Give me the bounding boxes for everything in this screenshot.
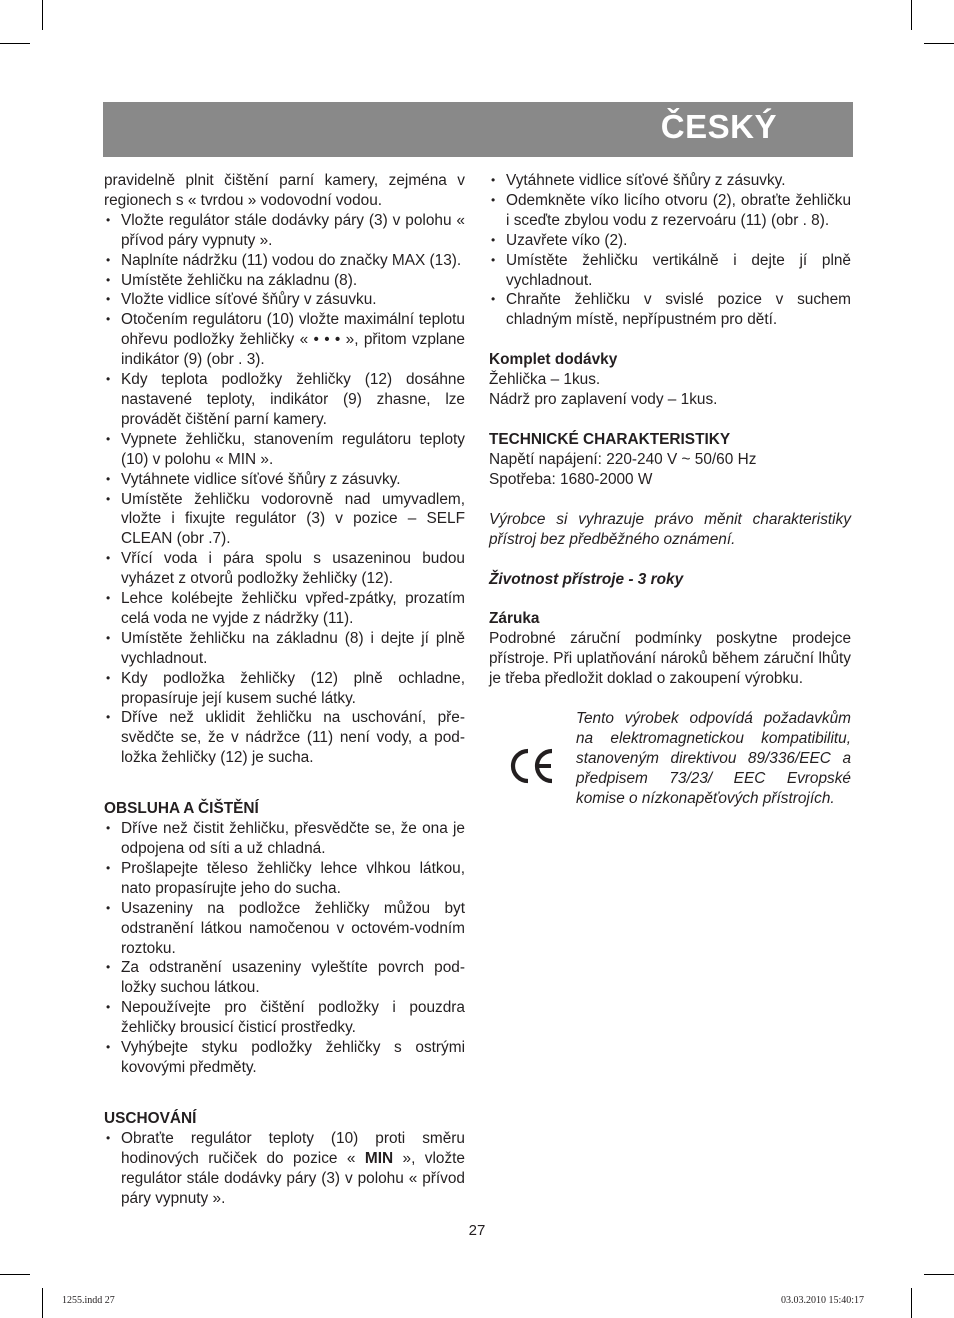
list-item: • Usazeniny na podložce žehličky můžou byt odstranění látkou namočenou v octovém-vodním roztoku.	[104, 899, 465, 959]
ce-block	[489, 709, 851, 829]
tech-spec: Spotřeba: 1680-2000 W	[489, 470, 653, 488]
crop-mark	[0, 1274, 30, 1275]
list-item: • Uzavřete víko (2).	[489, 231, 851, 251]
maintenance-heading: OBSLUHA A ČIŠTĚNÍ	[104, 800, 259, 818]
list-item: • Vyhýbejte styku podložky žehličky s ostrými kovovými předměty.	[104, 1038, 465, 1078]
list-item: • Umístěte žehličku vertikálně i dejte jí plně vychladnout.	[489, 251, 851, 291]
tech-heading: TECHNICKÉ CHARAKTERISTIKY	[489, 430, 731, 448]
list-item: • Vložte vidlice síťové šňůry v zásuvku.	[104, 290, 465, 310]
crop-mark	[911, 0, 912, 30]
list-item: • Otočením regulátoru (10) vložte maximální teplotu ohřevu podložky žehličky « • • • », přitom vzplane indikátor (9) (obr . 3).	[104, 310, 465, 370]
intro-paragraph: pravidelně plnit čištění parní kamery, zejména v regionech s « tvrdou » vodovodní vodou.	[104, 172, 465, 209]
storage-text-bold: MIN	[364, 1149, 394, 1167]
print-slug-file: 1255.indd 27	[62, 1295, 115, 1306]
kit-heading: Komplet dodávky	[489, 351, 618, 369]
left-column	[104, 171, 465, 1208]
steps-list	[104, 211, 465, 768]
tech-spec: Napětí napájení: 220-240 V ~ 50/60 Hz	[489, 450, 757, 468]
list-item: • Za odstranění usazeniny vyleštíte povrch podložky suchou látkou.	[104, 958, 465, 998]
list-item: • Umístěte žehličku na základnu (8).	[104, 271, 465, 291]
list-item: • Odemkněte víko licího otvoru (2), obraťte žehličku i sceďte zbylou vodu z rezervoáru (11) (obr . 8).	[489, 191, 851, 231]
list-item: • Lehce kolébejte žehličku vpřed-zpátky, prozatím celá voda ne vyjde z nádržky (11).	[104, 589, 465, 629]
list-item: • Umístěte žehličku vodorovně nad umyvadlem, vložte i fixujte regulátor (3) v pozice – SELF CLEAN (obr .7).	[104, 490, 465, 550]
language-header-bar	[103, 102, 853, 157]
list-item: • Dříve než čistit žehličku, přesvědčte se, že ona je odpojena od síti a už chladná.	[104, 819, 465, 859]
list-item: • Nepoužívejte pro čištění podložky i pouzdra žehličky brousicí čisticí prostředky.	[104, 998, 465, 1038]
page-number: 27	[468, 1222, 486, 1239]
ce-compliance-text: Tento výrobek odpovídá požadavkům na elektromagnetickou kompatibilitu, stanoveným direktivou 89/336/EEC a předpisem 73/23/ EEC Evropské komise o nízkonapěťových přístrojích.	[576, 710, 851, 807]
list-item: • Prošlapejte těleso žehličky lehce vlhkou látkou, nato propasírujte jeho do sucha.	[104, 859, 465, 899]
storage-list-continued	[489, 171, 851, 330]
list-item: • Vytáhnete vidlice síťové šňůry z zásuvky.	[104, 470, 465, 490]
page-title: ČESKÝ	[660, 108, 777, 145]
list-item: • Umístěte žehličku na základnu (8) i dejte jí plně vychladnout.	[104, 629, 465, 669]
crop-mark	[0, 43, 30, 44]
list-item: • Kdy teplota podložky žehličky (12) dosáhne nastavené teploty, indikátor (9) zhasne, lze provádět čištění parní kamery.	[104, 370, 465, 430]
kit-item: Žehlička – 1kus.	[489, 371, 601, 389]
storage-text-before: Obraťte regulátor teploty (10) proti směru hodinových ručiček do pozice «	[121, 1129, 465, 1167]
warranty-text: Podrobné záruční podmínky poskytne prodejce přístroje. Při uplatňování nároků během záruční lhůty je třeba předložit doklad o zakoupení výrobku.	[489, 630, 851, 688]
storage-text-after: », vložte regulátor stále dodávky páry (3) v polohu « přívod páry vypnuty ».	[121, 1149, 465, 1207]
list-item: • Dříve než uklidit žehličku na uschování, přesvědčte se, že v nádržce (11) není vody, a podložka žehličky (12) je sucha.	[104, 708, 465, 768]
ce-mark-icon	[506, 746, 558, 786]
kit-item: Nádrž pro zaplavení vody – 1kus.	[489, 391, 718, 409]
storage-heading: USCHOVÁNÍ	[104, 1109, 197, 1127]
list-item: • Vřící voda i pára spolu s usazeninou budou vyházet z otvorů podložky žehličky (12).	[104, 549, 465, 589]
crop-mark	[911, 1288, 912, 1318]
list-item: • Naplníte nádržku (11) vodou do značky MAX (13).	[104, 251, 465, 271]
maintenance-list	[104, 819, 465, 1078]
crop-mark	[42, 1288, 43, 1318]
lifetime-note: Životnost přístroje - 3 roky	[489, 570, 684, 588]
list-item: • Vypnete žehličku, stanovením regulátoru teploty (10) v polohu « MIN ».	[104, 430, 465, 470]
print-slug-date: 03.03.2010 15:40:17	[781, 1295, 865, 1306]
list-item: • Vložte regulátor stále dodávky páry (3) v polohu « přívod páry vypnuty ».	[104, 211, 465, 251]
storage-list	[104, 1129, 465, 1209]
crop-mark	[924, 43, 954, 44]
warranty-heading: Záruka	[489, 610, 540, 628]
list-item: • Vytáhnete vidlice síťové šňůry z zásuvky.	[489, 171, 851, 191]
disclaimer: Výrobce si vyhrazuje právo měnit charakteristiky přístroj bez předběžného oznámení.	[489, 510, 851, 548]
list-item: • Chraňte žehličku v svislé pozice v suchem chladným místě, nepřípustném pro dětí.	[489, 290, 851, 330]
list-item: • Kdy podložka žehličky (12) plně ochladne, propasíruje její kusem suché látky.	[104, 669, 465, 709]
list-item	[104, 1129, 465, 1209]
crop-mark	[42, 0, 43, 30]
right-column	[489, 171, 851, 829]
crop-mark	[924, 1274, 954, 1275]
